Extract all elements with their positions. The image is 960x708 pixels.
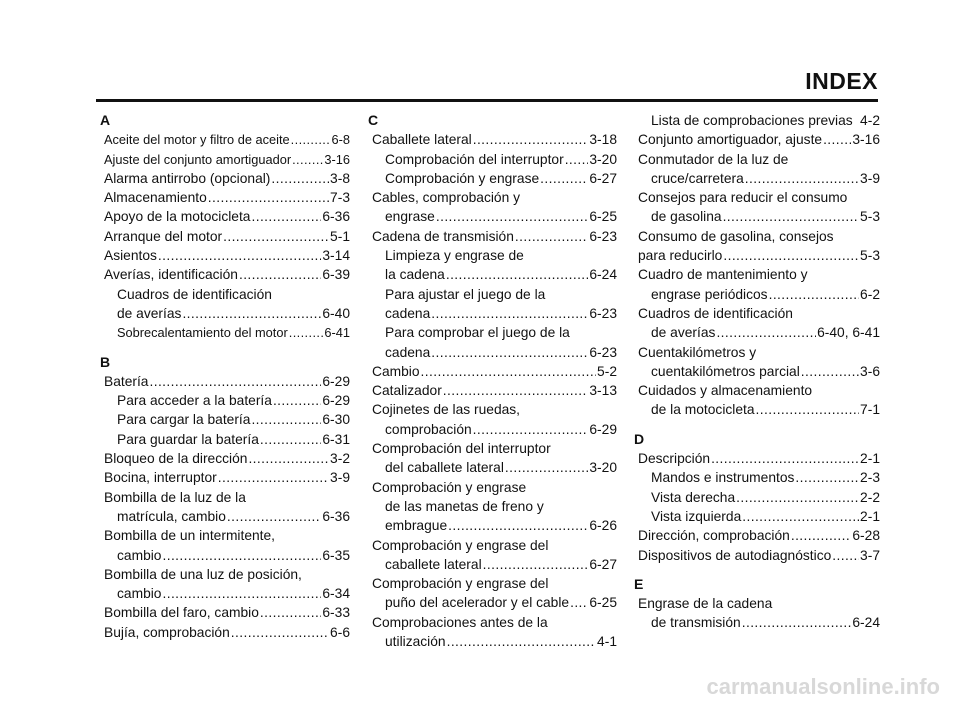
page-number: 6-6 [330,624,350,640]
page-number: 7-3 [330,190,350,206]
index-entry [368,150,617,169]
index-entry [634,323,880,342]
watermark: carmanualsonline.info [706,674,940,699]
entry-text: de averías [651,325,716,341]
dot-leader [289,323,324,342]
index-entry [634,507,880,526]
index-entry [634,449,880,468]
entry-text: Ajuste del conjunto amortiguador [104,151,292,167]
dot-leader [291,130,331,149]
page-number: 6-27 [589,556,617,572]
page-number: 3-9 [330,470,350,486]
index-entry [368,400,617,419]
entry-text: engrase [385,209,435,225]
entry-text: Apoyo de la motocicleta [104,209,251,225]
dot-leader [742,613,852,632]
index-entry [634,546,880,565]
entry-text: Cuidados y almacenamiento [638,383,813,399]
page-number: 6-26 [589,518,617,534]
index-entry [100,565,350,584]
index-entry [634,246,880,265]
index-entry [634,381,880,400]
index-entry [368,227,617,246]
dot-leader [231,623,329,642]
page-number: 6-40 [322,305,350,321]
dot-leader [515,227,588,246]
entry-text: de la motocicleta [651,402,755,418]
index-entry [100,323,350,342]
entry-text: Asientos [104,248,157,264]
dot-leader [801,362,859,381]
entry-text: Bujía, comprobación [104,624,230,640]
index-entry [100,188,350,207]
entry-text: embrague [385,518,448,534]
index-entry [368,207,617,226]
page-number: 6-35 [322,547,350,563]
entry-text: Comprobaciones antes de la [372,614,548,630]
dot-leader [251,207,321,226]
index-entry [100,372,350,391]
entry-text: Consejos para reducir el consumo [638,190,848,206]
index-entry [100,285,350,304]
section-spacer [634,420,880,430]
index-entry [368,381,617,400]
page-number: 6-33 [322,605,350,621]
index-entry [368,169,617,188]
index-entry [634,526,880,545]
entry-text: Dirección, comprobación [638,528,790,544]
index-entry [100,468,350,487]
index-entry [100,488,350,507]
index-entry [368,439,617,458]
dot-leader [505,458,588,477]
index-entry [634,613,880,632]
index-entry [634,285,880,304]
page-number: 6-24 [852,615,880,631]
index-entry [100,391,350,410]
dot-leader [251,410,321,429]
page-number: 3-13 [589,383,617,399]
dot-leader [149,372,321,391]
index-column-2 [368,111,617,651]
page-number: 6-41 [324,325,350,341]
title-rule [96,99,878,102]
entry-text: Para guardar la batería [117,431,259,447]
entry-text: caballete lateral [385,556,482,572]
dot-leader [431,343,588,362]
index-entry [634,130,880,149]
index-entry [100,449,350,468]
entry-text: cadena [385,344,431,360]
page-number: 6-23 [589,228,617,244]
dot-leader [260,603,321,622]
entry-text: Cuadros de identificación [117,286,272,302]
section-spacer [634,565,880,575]
index-entry [634,488,880,507]
entry-text: cambio [117,586,162,602]
page-number: 5-3 [860,209,880,225]
page-number: 6-8 [331,132,350,148]
page-number: 6-29 [322,373,350,389]
entry-text: Comprobación y engrase [385,170,540,186]
index-entry [634,207,880,226]
page-number: 7-1 [860,402,880,418]
dot-leader [795,468,859,487]
index-entry [100,265,350,284]
entry-text: Dispositivos de autodiagnóstico [638,547,832,563]
dot-leader [742,507,859,526]
section-letter: C [368,112,379,128]
dot-leader [791,526,852,545]
page-number: 6-28 [852,528,880,544]
page-number: 5-1 [330,228,350,244]
index-entry [634,362,880,381]
dot-leader [736,488,859,507]
entry-text: Caballete lateral [372,132,472,148]
entry-text: Engrase de la cadena [638,596,773,612]
index-entry [634,227,880,246]
index-column-1 [100,111,350,642]
entry-text: Cadena de transmisión [372,228,514,244]
dot-leader [182,304,321,323]
index-entry [100,246,350,265]
page-number: 3-6 [860,363,880,379]
dot-leader [711,449,859,468]
page-number: 2-3 [860,470,880,486]
entry-text: Bocina, interruptor [104,470,217,486]
entry-text: Comprobación del interruptor [385,151,564,167]
page-number: 5-2 [597,363,617,379]
entry-text: Lista de comprobaciones previas [651,113,853,128]
dot-leader [158,246,321,265]
dot-leader [223,227,329,246]
page-number: 2-1 [860,508,880,524]
page-number: 3-16 [324,151,350,167]
entry-text: Bombilla de una luz de posición, [104,566,302,582]
index-entry [368,458,617,477]
entry-text: utilización [385,634,446,650]
entry-text: para reducirlo [638,248,723,264]
page-number: 6-39 [322,267,350,283]
index-entry [634,343,880,362]
page-number: 6-23 [589,305,617,321]
index-entry [368,516,617,535]
index-entry [368,285,617,304]
entry-text: Conmutador de la luz de [638,151,789,167]
dot-leader [832,546,859,565]
entry-text: Catalizador [372,383,442,399]
index-entry [368,323,617,342]
index-entry [368,343,617,362]
dot-leader [218,468,329,487]
index-entry [100,584,350,603]
index-entry [100,603,350,622]
entry-text: Para comprobar el juego de la [385,325,570,341]
entry-text: Cuadros de identificación [638,305,793,321]
entry-text: Cambio [372,363,420,379]
dot-leader [227,507,321,526]
index-entry [368,536,617,555]
index-column-3 [634,111,880,633]
entry-text: Comprobación del interruptor [372,441,551,457]
index-entry [634,169,880,188]
entry-text: Cuentakilómetros y [638,344,757,360]
page-number: 2-1 [860,451,880,467]
page-number: 6-29 [589,421,617,437]
dot-leader [421,362,597,381]
entry-text: Arranque del motor [104,228,223,244]
dot-leader [823,130,851,149]
dot-leader [271,169,329,188]
entry-text: Comprobación y engrase del [372,537,549,553]
page-number: 3-20 [589,460,617,476]
entry-text: Alarma antirrobo (opcional) [104,170,271,186]
entry-text: Comprobación y engrase del [372,576,549,592]
page-number: 6-25 [589,209,617,225]
entry-text: cruce/carretera [651,170,744,186]
entry-text: Para acceder a la batería [117,393,272,409]
page-number: 6-31 [322,431,350,447]
dot-leader [248,449,329,468]
index-entry [368,362,617,381]
page-number: 6-36 [322,508,350,524]
dot-leader [260,430,321,449]
dot-leader [208,188,329,207]
dot-leader [540,169,588,188]
page-number: 3-2 [330,451,350,467]
index-entry [634,468,880,487]
index-entry [634,400,880,419]
entry-text: Comprobación y engrase [372,479,527,495]
page-number: 6-24 [589,267,617,283]
page-number: 6-30 [322,412,350,428]
index-entry [368,420,617,439]
index-entry [100,526,350,545]
dot-leader [473,420,589,439]
page-number: 6-29 [322,393,350,409]
entry-text: Para ajustar el juego de la [385,286,546,302]
index-entry [100,150,350,169]
entry-text: Conjunto amortiguador, ajuste [638,132,823,148]
section-letter: E [634,575,644,592]
entry-text: Bloqueo de la dirección [104,451,248,467]
dot-leader [443,381,589,400]
dot-leader [273,391,321,410]
dot-leader [723,246,859,265]
entry-text: matrícula, cambio [117,508,226,524]
dot-leader [570,593,588,612]
index-entry [634,111,880,130]
index-entry [368,497,617,516]
page-number: 3-9 [860,170,880,186]
dot-leader [162,584,321,603]
entry-text: del caballete lateral [385,460,504,476]
entry-text: Mandos e instrumentos [651,470,795,486]
section-letter: A [100,112,111,128]
page-number: 3-20 [589,151,617,167]
index-entry [634,265,880,284]
dot-leader [483,555,589,574]
entry-text: engrase periódicos [651,286,768,302]
entry-text: Sobrecalentamiento del motor [117,325,288,341]
dot-leader [162,546,321,565]
entry-text: puño del acelerador y el cable [385,595,570,611]
entry-text: Consumo de gasolina, consejos [638,228,834,244]
page-number: 6-40, 6-41 [817,325,880,341]
index-entry [368,304,617,323]
entry-text: Cables, comprobación y [372,190,521,206]
page-number: 3-18 [589,132,617,148]
index-entry [100,169,350,188]
page-number: 6-34 [322,586,350,602]
index-entry [368,478,617,497]
index-entry [634,150,880,169]
section-letter: B [100,353,111,370]
dot-leader [756,400,860,419]
entry-text: Descripción [638,451,711,467]
dot-leader [723,207,859,226]
entry-text: Bombilla de la luz de la [104,489,246,505]
index-entry [100,304,350,323]
entry-text: Bombilla del faro, cambio [104,605,259,621]
index-entry [368,555,617,574]
index-entry [100,410,350,429]
entry-text: cuentakilómetros parcial [651,363,800,379]
page-number: 6-23 [589,344,617,360]
dot-leader [447,632,596,651]
dot-leader [436,207,589,226]
page-number: 3-16 [852,132,880,148]
entry-text: cambio [117,547,162,563]
index-entry [100,430,350,449]
index-entry [100,546,350,565]
page-number: 6-2 [860,286,880,302]
page-number: 4-2 [860,113,880,128]
entry-text: Limpieza y engrase de [385,248,524,264]
entry-text: Almacenamiento [104,190,207,206]
dot-leader [292,150,323,169]
entry-text: Averías, identificación [104,267,238,283]
index-entry [100,130,350,149]
section-letter: D [634,430,645,447]
index-entry [634,188,880,207]
index-entry [100,227,350,246]
dot-leader [446,265,589,284]
index-entry [634,304,880,323]
page-title: INDEX [805,68,878,94]
dot-leader [745,169,859,188]
page-number: 3-14 [322,248,350,264]
index-entry [368,265,617,284]
index-entry [368,130,617,149]
dot-leader [448,516,588,535]
page-number: 3-7 [860,547,880,563]
index-entry [368,188,617,207]
index-entry [634,594,880,613]
index-entry [368,593,617,612]
page-number: 6-36 [322,209,350,225]
dot-leader [473,130,589,149]
entry-text: Bombilla de un intermitente, [104,528,276,544]
entry-text: de transmisión [651,615,741,631]
entry-text: Cojinetes de las ruedas, [372,402,521,418]
entry-text: Batería [104,373,149,389]
page-number: 3-8 [330,170,350,186]
index-entry [100,207,350,226]
entry-text: cadena [385,305,431,321]
page-number: 6-25 [589,595,617,611]
dot-leader [565,150,589,169]
dot-leader [239,265,321,284]
entry-text: Vista derecha [651,489,736,505]
index-entry [368,574,617,593]
entry-text: comprobación [385,421,472,437]
entry-text: Aceite del motor y filtro de aceite [104,132,290,148]
index-entry [368,613,617,632]
dot-leader [431,304,588,323]
dot-leader [716,323,816,342]
index-entry [100,623,350,642]
index-entry [368,632,617,651]
page-number: 2-2 [860,489,880,505]
index-entry [100,507,350,526]
page-number: 4-1 [597,634,617,650]
index-entry [368,246,617,265]
entry-text: Para cargar la batería [117,412,251,428]
entry-text: de gasolina [651,209,722,225]
section-spacer [100,343,350,353]
entry-text: Vista izquierda [651,508,742,524]
entry-text: de las manetas de freno y [385,498,544,514]
page-number: 6-27 [589,170,617,186]
page-number: 5-3 [860,248,880,264]
entry-text: la cadena [385,267,445,283]
entry-text: de averías [117,305,182,321]
dot-leader [769,285,859,304]
entry-text: Cuadro de mantenimiento y [638,267,808,283]
